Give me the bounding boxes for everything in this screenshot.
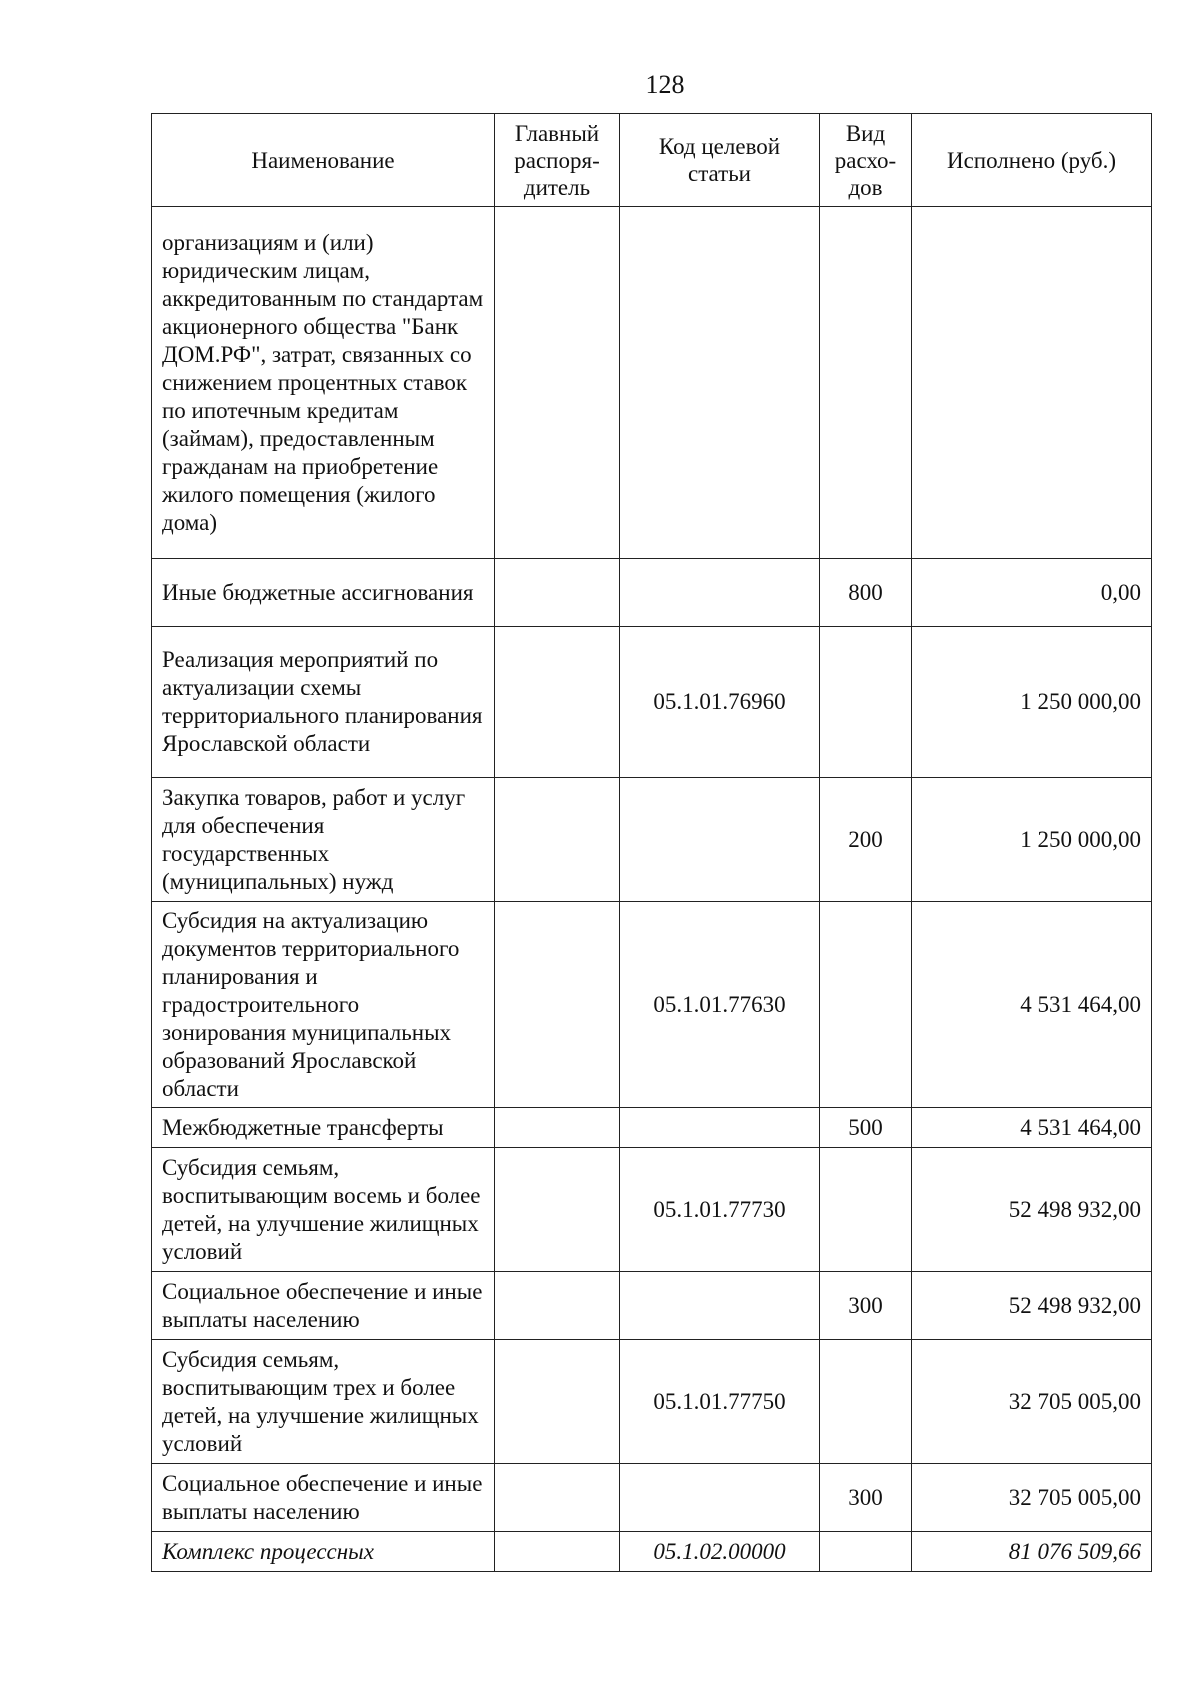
row-code bbox=[620, 207, 820, 559]
row-executed: 32 705 005,00 bbox=[912, 1464, 1152, 1532]
header-type: Вид расхо-дов bbox=[820, 114, 912, 207]
row-executed: 0,00 bbox=[912, 559, 1152, 627]
row-type bbox=[820, 1148, 912, 1272]
row-manager bbox=[495, 1340, 620, 1464]
row-name: организациям и (или) юридическим лицам, аккредитованным по стандартам акционерного общества "Банк ДОМ.РФ", затрат, связанных со снижением процентных ставок по ипотечным кредитам (займам), предоставленным гражданам на приобретение жилого помещения (жилого дома) bbox=[152, 207, 495, 559]
table-row bbox=[152, 1532, 1152, 1572]
row-manager bbox=[495, 778, 620, 902]
row-name: Социальное обеспечение и иные выплаты населению bbox=[152, 1464, 495, 1532]
table-row bbox=[152, 627, 1152, 778]
row-type bbox=[820, 1340, 912, 1464]
table-row bbox=[152, 1340, 1152, 1464]
row-executed: 1 250 000,00 bbox=[912, 778, 1152, 902]
table-row bbox=[152, 1464, 1152, 1532]
row-manager bbox=[495, 1272, 620, 1340]
table-row bbox=[152, 1148, 1152, 1272]
row-code bbox=[620, 778, 820, 902]
row-executed: 1 250 000,00 bbox=[912, 627, 1152, 778]
row-manager bbox=[495, 1148, 620, 1272]
table-row bbox=[152, 1272, 1152, 1340]
row-code: 05.1.01.77750 bbox=[620, 1340, 820, 1464]
expenditure-table bbox=[151, 113, 1152, 1572]
row-executed: 52 498 932,00 bbox=[912, 1148, 1152, 1272]
row-executed: 52 498 932,00 bbox=[912, 1272, 1152, 1340]
row-type bbox=[820, 207, 912, 559]
row-executed: 81 076 509,66 bbox=[912, 1532, 1152, 1572]
row-name: Субсидия на актуализацию документов территориального планирования и градостроительного зонирования муниципальных образований Ярославской области bbox=[152, 902, 495, 1108]
row-type: 800 bbox=[820, 559, 912, 627]
row-type: 500 bbox=[820, 1108, 912, 1148]
table-row bbox=[152, 1108, 1152, 1148]
table-row bbox=[152, 778, 1152, 902]
row-manager bbox=[495, 559, 620, 627]
table-row bbox=[152, 207, 1152, 559]
row-type bbox=[820, 902, 912, 1108]
page-number: 128 bbox=[645, 70, 685, 99]
header-code: Код целевой статьи bbox=[620, 114, 820, 207]
table-row bbox=[152, 902, 1152, 1108]
row-type: 300 bbox=[820, 1464, 912, 1532]
row-manager bbox=[495, 627, 620, 778]
row-code: 05.1.01.77630 bbox=[620, 902, 820, 1108]
row-code: 05.1.01.77730 bbox=[620, 1148, 820, 1272]
row-type: 300 bbox=[820, 1272, 912, 1340]
row-name: Межбюджетные трансферты bbox=[152, 1108, 495, 1148]
row-manager bbox=[495, 1464, 620, 1532]
row-name: Субсидия семьям, воспитывающим восемь и более детей, на улучшение жилищных условий bbox=[152, 1148, 495, 1272]
table-header-row bbox=[152, 114, 1152, 207]
row-manager bbox=[495, 1108, 620, 1148]
header-executed: Исполнено (руб.) bbox=[912, 114, 1152, 207]
row-name: Социальное обеспечение и иные выплаты населению bbox=[152, 1272, 495, 1340]
row-code bbox=[620, 559, 820, 627]
header-name: Наименование bbox=[152, 114, 495, 207]
row-code bbox=[620, 1108, 820, 1148]
row-code: 05.1.01.76960 bbox=[620, 627, 820, 778]
row-manager bbox=[495, 207, 620, 559]
row-name: Комплекс процессных bbox=[152, 1532, 495, 1572]
header-manager-text: Главный распоря-дитель bbox=[514, 120, 600, 200]
row-code: 05.1.02.00000 bbox=[620, 1532, 820, 1572]
row-executed: 4 531 464,00 bbox=[912, 902, 1152, 1108]
row-name: Иные бюджетные ассигнования bbox=[152, 559, 495, 627]
row-manager bbox=[495, 902, 620, 1108]
table-row bbox=[152, 559, 1152, 627]
row-type bbox=[820, 627, 912, 778]
row-executed: 4 531 464,00 bbox=[912, 1108, 1152, 1148]
row-executed: 32 705 005,00 bbox=[912, 1340, 1152, 1464]
row-type: 200 bbox=[820, 778, 912, 902]
row-manager bbox=[495, 1532, 620, 1572]
header-manager bbox=[495, 114, 620, 207]
row-name: Реализация мероприятий по актуализации схемы территориального планирования Ярославской области bbox=[152, 627, 495, 778]
row-code bbox=[620, 1464, 820, 1532]
row-type bbox=[820, 1532, 912, 1572]
row-name: Закупка товаров, работ и услуг для обеспечения государственных (муниципальных) нужд bbox=[152, 778, 495, 902]
row-executed bbox=[912, 207, 1152, 559]
row-name: Субсидия семьям, воспитывающим трех и более детей, на улучшение жилищных условий bbox=[152, 1340, 495, 1464]
row-code bbox=[620, 1272, 820, 1340]
